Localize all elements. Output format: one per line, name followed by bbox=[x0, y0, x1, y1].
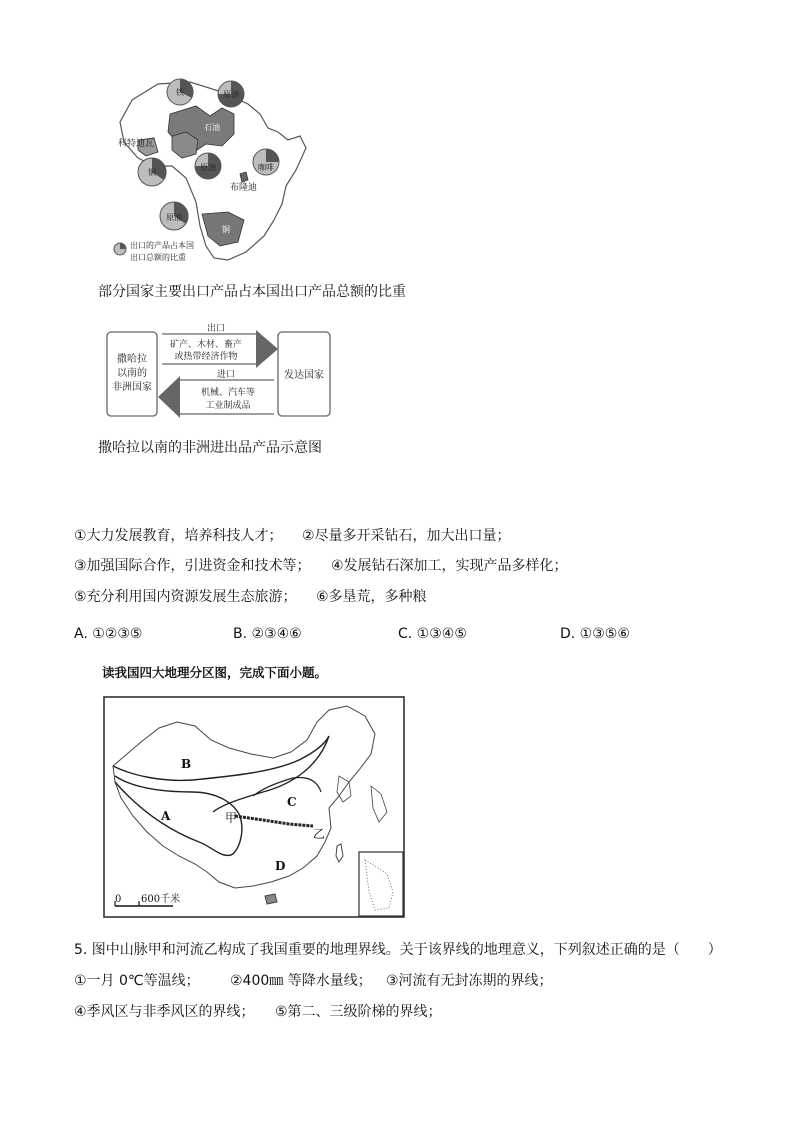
option-d[interactable]: D. ①③⑤⑥ bbox=[560, 626, 630, 642]
hainan-island bbox=[265, 894, 277, 904]
export-label: 出口 bbox=[206, 324, 226, 334]
q4-item: ②尽量多开采钻石，加大出口量； bbox=[302, 528, 511, 544]
q4-item: ⑤充分利用国内资源发展生态旅游； bbox=[74, 589, 297, 605]
pie-label: 铁 bbox=[176, 88, 184, 97]
river-label-yi: 乙 bbox=[313, 827, 326, 841]
export-goods-line: 或热带经济作物 bbox=[174, 352, 238, 362]
country-label-cote-divoire: 科特迪瓦 bbox=[118, 139, 155, 149]
option-a[interactable]: A. ①②③⑤ bbox=[74, 626, 143, 642]
q5-item: ③河流有无封冻期的界线； bbox=[386, 973, 553, 989]
export-goods-line: 矿产、木材、畜产 bbox=[169, 340, 243, 350]
mountain-label-jia: 甲 bbox=[225, 811, 238, 825]
pie-label: 咖啡 bbox=[258, 163, 274, 172]
pie-label: 铜 bbox=[222, 225, 230, 234]
pie-label: 原油 bbox=[200, 163, 216, 172]
svg-text:出口的产品占本国: 出口的产品占本国 bbox=[130, 241, 194, 250]
import-label: 进口 bbox=[216, 370, 236, 380]
africa-export-map bbox=[110, 74, 320, 270]
question5-stem: 5. 图中山脉甲和河流乙构成了我国重要的地理界线。关于该界线的地理意义，下列叙述正确的是（ ） bbox=[74, 942, 722, 958]
q4-item: ⑥多垦荒，多种粮 bbox=[316, 589, 427, 605]
import-goods-line: 工业制成品 bbox=[205, 401, 251, 411]
trade-diagram-caption: 撒哈拉以南的非洲进出品产品示意图 bbox=[98, 440, 322, 456]
region-label-d: D bbox=[275, 859, 286, 873]
region-label-c: C bbox=[287, 795, 297, 809]
option-c[interactable]: C. ①③④⑤ bbox=[398, 626, 467, 642]
africa-map-caption: 部分国家主要出口产品占本国出口产品总额的比重 bbox=[98, 284, 406, 300]
option-b[interactable]: B. ②③④⑥ bbox=[233, 626, 302, 642]
import-goods-line: 机械、汽车等 bbox=[200, 388, 256, 398]
china-regions-map bbox=[103, 696, 405, 918]
q4-item: ④发展钻石深加工，实现产品多样化； bbox=[331, 558, 568, 574]
q5-item: ④季风区与非季风区的界线； bbox=[74, 1004, 255, 1020]
left-box-line: 以南的 bbox=[117, 368, 147, 379]
q5-item: ⑤第二、三级阶梯的界线； bbox=[275, 1004, 442, 1020]
pie-label: 原油 bbox=[166, 213, 182, 222]
pie-label: 原油 bbox=[223, 90, 239, 99]
svg-text:600千米: 600千米 bbox=[141, 894, 181, 905]
left-box-line: 撒哈拉 bbox=[117, 354, 147, 365]
right-box-label: 发达国家 bbox=[284, 370, 324, 381]
china-map-intro: 读我国四大地理分区图，完成下面小题。 bbox=[102, 665, 328, 680]
trade-flow-diagram bbox=[106, 322, 332, 420]
q5-item: ①一月 0℃等温线； bbox=[74, 973, 200, 989]
q4-item: ③加强国际合作，引进资金和技术等； bbox=[74, 558, 311, 574]
country-label-burundi: 布隆迪 bbox=[230, 183, 258, 193]
region-label-a: A bbox=[161, 809, 171, 823]
south-china-sea-inset bbox=[359, 852, 403, 916]
region-label-b: B bbox=[181, 757, 192, 771]
map-legend bbox=[114, 240, 194, 262]
svg-text:出口总额的比重: 出口总额的比重 bbox=[130, 253, 186, 262]
svg-text:0: 0 bbox=[115, 894, 122, 905]
pie-label: 铜 bbox=[148, 168, 156, 177]
left-box-line: 非洲国家 bbox=[112, 382, 152, 393]
q4-item: ①大力发展教育，培养科技人才； bbox=[74, 528, 283, 544]
q5-item: ②400㎜ 等降水量线； bbox=[230, 973, 372, 989]
pie-label: 石油 bbox=[204, 123, 220, 132]
